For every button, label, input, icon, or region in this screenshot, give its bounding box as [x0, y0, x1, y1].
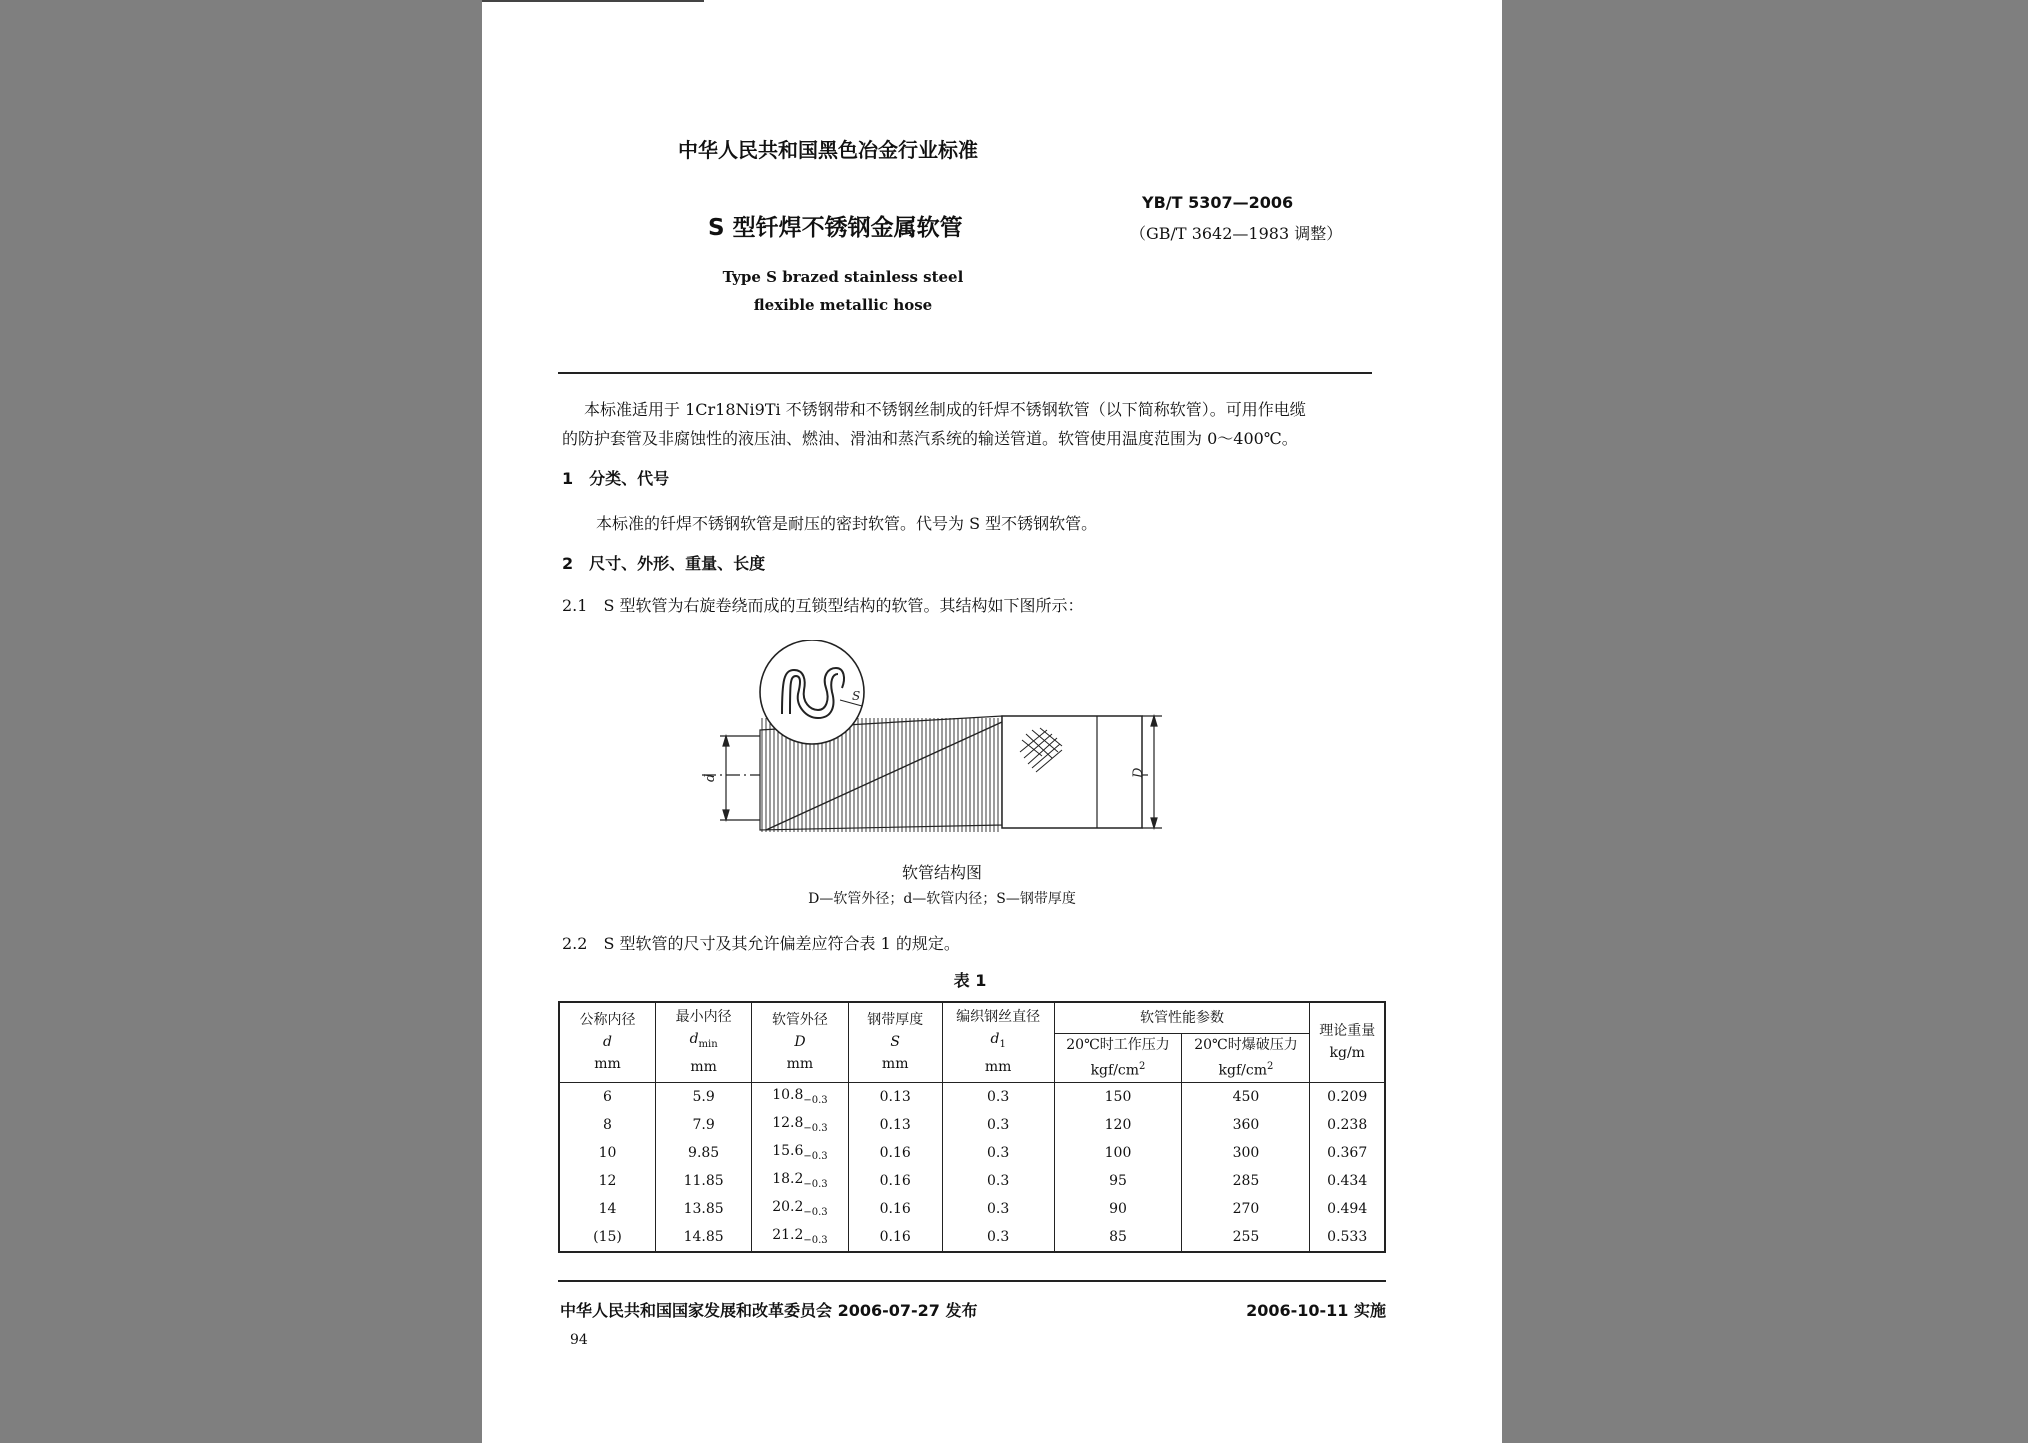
header-divider: [558, 372, 1372, 374]
table-row: 14 13.85 $20.2_{-0.3}$ 0.16 0.3 90 270 0.494: [559, 1195, 1385, 1223]
standard-code: YB/T 5307—2006: [1142, 193, 1294, 212]
col-working-pressure: 20℃时工作压力 kgf/$cm^2$: [1054, 1034, 1182, 1083]
dimensions-table: [558, 1001, 1386, 1253]
footer-divider: [558, 1280, 1386, 1282]
figure-caption: 软管结构图: [901, 863, 982, 882]
issuer-line: 中华人民共和国国家发展和改革委员会 2006-07-27 发布: [560, 1301, 978, 1320]
col-group-performance: 软管性能参数: [1054, 1002, 1310, 1034]
hose-structure-figure: [702, 640, 1162, 860]
table-row: 12 11.85 $18.2_{-0.3}$ 0.16 0.3 95 285 0.434: [559, 1167, 1385, 1195]
effective-date: 2006-10-11 实施: [1246, 1301, 1386, 1320]
col-min-inner-diameter: 最小内径 $d_{min}$ mm: [656, 1002, 752, 1082]
dim-d-label: d: [703, 773, 718, 782]
section-1-heading: 1 分类、代号: [562, 469, 670, 488]
dim-S-label: S: [852, 689, 861, 703]
standard-replaces: （GB/T 3642—1983 调整）: [1130, 224, 1343, 243]
table-row: 6 5.9 $10.8_{-0.3}$ 0.13 0.3 150 450 0.209: [559, 1082, 1385, 1111]
section-2-2-text: 2.2 S 型软管的尺寸及其允许偏差应符合表 1 的规定。: [562, 934, 960, 953]
section-1-text: 本标准的钎焊不锈钢软管是耐压的密封软管。代号为 S 型不锈钢软管。: [596, 514, 1098, 533]
standard-title-en-line1: Type S brazed stainless steel: [722, 268, 964, 286]
dim-d-arrow-bottom: [723, 810, 729, 820]
col-outer-diameter: 软管外径 D mm: [752, 1002, 848, 1082]
table-row: 10 9.85 $15.6_{-0.3}$ 0.16 0.3 100 300 0.367: [559, 1139, 1385, 1167]
col-burst-pressure: 20℃时爆破压力 kgf/$cm^2$: [1182, 1034, 1310, 1083]
intro-paragraph-line1: 本标准适用于 1Cr18Ni9Ti 不锈钢带和不锈钢丝制成的钎焊不锈钢软管（以下简称软管）。可用作电缆: [584, 400, 1306, 419]
dim-d-arrow-top: [723, 736, 729, 746]
braid-sleeve: [1002, 716, 1142, 828]
dim-D-label: D: [1131, 767, 1146, 778]
col-nominal-diameter: 公称内径 d mm: [559, 1002, 656, 1082]
document-page: [482, 0, 1502, 1443]
organization-heading: 中华人民共和国黑色冶金行业标准: [678, 138, 978, 162]
detail-circle: [760, 640, 864, 744]
standard-title-cn: S 型钎焊不锈钢金属软管: [708, 215, 963, 241]
figure-legend: D—软管外径；d—软管内径；S—钢带厚度: [808, 891, 1076, 907]
section-2-heading: 2 尺寸、外形、重量、长度: [562, 554, 766, 573]
table-title: 表 1: [953, 971, 987, 990]
scan-edge-line: [482, 0, 704, 2]
table-row: (15) 14.85 $21.2_{-0.3}$ 0.16 0.3 85 255 0.533: [559, 1223, 1385, 1252]
intro-paragraph-line2: 的防护套管及非腐蚀性的液压油、燃油、滑油和蒸汽系统的输送管道。软管使用温度范围为 0～400℃。: [562, 429, 1298, 448]
col-strip-thickness: 钢带厚度 S mm: [848, 1002, 942, 1082]
standard-title-en-line2: flexible metallic hose: [753, 296, 933, 314]
table-row: 8 7.9 $12.8_{-0.3}$ 0.13 0.3 120 360 0.238: [559, 1111, 1385, 1139]
section-2-1-text: 2.1 S 型软管为右旋卷绕而成的互锁型结构的软管。其结构如下图所示：: [562, 596, 1084, 615]
page-number: 94: [570, 1332, 588, 1348]
col-wire-diameter: 编织钢丝直径 $d_1$ mm: [942, 1002, 1054, 1082]
col-theoretical-weight: 理论重量 kg/m: [1310, 1002, 1385, 1082]
